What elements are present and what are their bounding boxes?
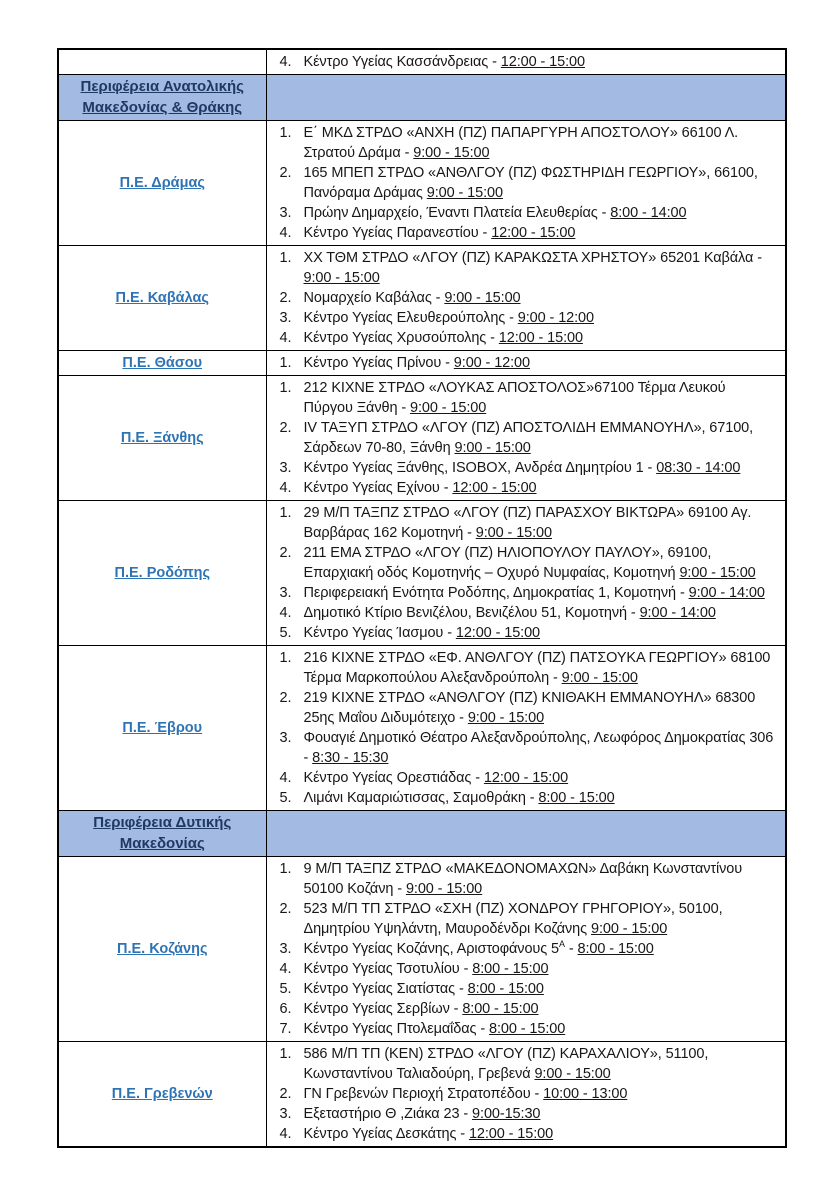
item-text: 9 Μ/Π ΤΑΞΠΖ ΣΤΡΔΟ «ΜΑΚΕΔΟΝΟΜΑΧΩΝ» Δαβάκη Κωνσταντίνου 50100 Κοζάνη - 9:00 - 15:00 xyxy=(303,861,743,897)
region-label-cell xyxy=(58,646,266,811)
location-item xyxy=(267,939,776,959)
region-row xyxy=(58,376,786,501)
location-item xyxy=(267,203,776,223)
location-item xyxy=(267,353,776,373)
item-text: Κέντρο Υγείας Χρυσούπολης - 12:00 - 15:00 xyxy=(303,330,583,346)
region-row xyxy=(58,246,786,351)
location-items-cell xyxy=(266,857,786,1042)
region-row xyxy=(58,121,786,246)
item-number: 1. xyxy=(279,861,292,877)
location-item xyxy=(267,123,776,163)
opening-hours: 9:00 - 15:00 xyxy=(467,710,545,726)
location-item xyxy=(267,999,776,1019)
opening-hours: 9:00 - 14:00 xyxy=(639,605,716,621)
item-number: 2. xyxy=(279,1086,292,1102)
region-label-cell xyxy=(58,351,266,376)
location-item xyxy=(267,163,776,203)
item-number: 1. xyxy=(279,505,292,521)
item-number: 4. xyxy=(279,54,292,70)
section-empty-cell xyxy=(266,811,786,857)
region-label-link[interactable]: Π.Ε. Θάσου xyxy=(122,355,203,371)
item-number: 2. xyxy=(279,420,292,436)
item-number: 3. xyxy=(279,941,292,957)
item-text: Κέντρο Υγείας Τσοτυλίου - 8:00 - 15:00 xyxy=(303,961,549,977)
opening-hours: 8:00 - 15:00 xyxy=(462,1001,539,1017)
opening-hours: 12:00 - 15:00 xyxy=(491,225,576,241)
location-item xyxy=(267,959,776,979)
item-number: 1. xyxy=(279,250,292,266)
item-number: 1. xyxy=(279,380,292,396)
location-item xyxy=(267,648,776,688)
item-text: Κέντρο Υγείας Εχίνου - 12:00 - 15:00 xyxy=(303,480,537,496)
location-item xyxy=(267,223,776,243)
item-number: 3. xyxy=(279,460,292,476)
location-item xyxy=(267,52,776,72)
item-text: Νομαρχείο Καβάλας - 9:00 - 15:00 xyxy=(303,290,521,306)
region-row xyxy=(58,49,786,75)
item-text: Κέντρο Υγείας Ξάνθης, ISOBOX, Ανδρέα Δημητρίου 1 - 08:30 - 14:00 xyxy=(303,460,741,476)
item-number: 5. xyxy=(279,981,292,997)
item-number: 1. xyxy=(279,125,292,141)
opening-hours: 12:00 - 15:00 xyxy=(455,625,541,641)
item-number: 2. xyxy=(279,901,292,917)
region-label-cell xyxy=(58,501,266,646)
region-label-link[interactable]: Π.Ε. Ροδόπης xyxy=(114,565,210,581)
opening-hours: 9:00 - 12:00 xyxy=(517,310,594,326)
opening-hours: 8:00 - 15:00 xyxy=(472,961,549,977)
item-text: 211 ΕΜΑ ΣΤΡΔΟ «ΛΓΟΥ (ΠΖ) ΗΛΙΟΠΟΥΛΟΥ ΠΑΥΛΟΥ», 69100, Επαρχιακή οδός Κομοτηνής – Οχυρό Νυμφαίας, Κομοτηνή 9:00 - 15:00 xyxy=(303,545,756,581)
item-text: Λιμάνι Καμαριώτισσας, Σαμοθράκη - 8:00 - 15:00 xyxy=(303,790,615,806)
item-text: 586 Μ/Π ΤΠ (ΚΕΝ) ΣΤΡΔΟ «ΛΓΟΥ (ΠΖ) ΚΑΡΑΧΑΛΙΟΥ», 51100, Κωνσταντίνου Ταλιαδούρη, Γρεβενά 9:00 - 15:00 xyxy=(303,1046,709,1082)
opening-hours: 12:00 - 15:00 xyxy=(452,480,537,496)
location-item xyxy=(267,859,776,899)
location-item xyxy=(267,1124,776,1144)
item-number: 4. xyxy=(279,961,292,977)
location-item xyxy=(267,979,776,999)
opening-hours: 10:00 - 13:00 xyxy=(543,1086,628,1102)
location-item xyxy=(267,543,776,583)
location-item xyxy=(267,788,776,808)
opening-hours: 12:00 - 15:00 xyxy=(483,770,569,786)
location-items-cell xyxy=(266,49,786,75)
item-number: 5. xyxy=(279,790,292,806)
item-text: Φουαγιέ Δημοτικό Θέατρο Αλεξανδρούπολης, Λεωφόρος Δημοκρατίας 306 - 8:30 - 15:30 xyxy=(303,730,774,766)
item-text: Περιφερειακή Ενότητα Ροδόπης, Δημοκρατίας 1, Κομοτηνή - 9:00 - 14:00 xyxy=(303,585,765,601)
item-number: 4. xyxy=(279,605,292,621)
location-item xyxy=(267,583,776,603)
location-items-cell xyxy=(266,121,786,246)
item-number: 6. xyxy=(279,1001,292,1017)
location-item xyxy=(267,1104,776,1124)
opening-hours: 9:00-15:30 xyxy=(472,1106,541,1122)
location-item xyxy=(267,328,776,348)
location-items-cell xyxy=(266,376,786,501)
table-body xyxy=(58,49,786,1147)
location-item xyxy=(267,1019,776,1039)
location-item xyxy=(267,308,776,328)
item-text: Ε΄ ΜΚΔ ΣΤΡΔΟ «ΑΝΧΗ (ΠΖ) ΠΑΠΑΡΓΥΡΗ ΑΠΟΣΤΟΛΟΥ» 66100 Λ. Στρατού Δράμα - 9:00 - 15:00 xyxy=(303,125,739,161)
item-number: 4. xyxy=(279,1126,292,1142)
opening-hours: 8:00 - 14:00 xyxy=(610,205,687,221)
location-items-cell xyxy=(266,246,786,351)
item-text: 165 ΜΠΕΠ ΣΤΡΔΟ «ΑΝΘΛΓΟΥ (ΠΖ) ΦΩΣΤΗΡΙΔΗ ΓΕΩΡΓΙΟΥ», 66100, Πανόραμα Δράμας 9:00 - 15:00 xyxy=(303,165,758,201)
region-row xyxy=(58,1042,786,1148)
item-text: Κέντρο Υγείας Ελευθερούπολης - 9:00 - 12:00 xyxy=(303,310,594,326)
opening-hours: 9:00 - 15:00 xyxy=(426,185,503,201)
health-locations-table xyxy=(57,48,787,1148)
opening-hours: 9:00 - 15:00 xyxy=(444,290,521,306)
opening-hours: 9:00 - 15:00 xyxy=(679,565,756,581)
section-label-cell xyxy=(58,811,266,857)
section-header-row xyxy=(58,811,786,857)
opening-hours: 08:30 - 14:00 xyxy=(656,460,741,476)
item-text: Κέντρο Υγείας Σερβίων - 8:00 - 15:00 xyxy=(303,1001,539,1017)
item-number: 3. xyxy=(279,585,292,601)
region-row xyxy=(58,646,786,811)
item-text: 523 Μ/Π ΤΠ ΣΤΡΔΟ «ΣΧΗ (ΠΖ) ΧΟΝΔΡΟΥ ΓΡΗΓΟΡΙΟΥ», 50100, Δημητρίου Υψηλάντη, Μαυροδένδρι Κοζάνης 9:00 - 15:00 xyxy=(303,901,723,937)
location-item xyxy=(267,728,776,768)
empty-region-cell xyxy=(58,49,266,75)
region-label-cell xyxy=(58,376,266,501)
item-number: 7. xyxy=(279,1021,292,1037)
opening-hours: 12:00 - 15:00 xyxy=(498,330,583,346)
item-number: 1. xyxy=(279,1046,292,1062)
item-text: Κέντρο Υγείας Πρίνου - 9:00 - 12:00 xyxy=(303,355,530,371)
item-number: 1. xyxy=(279,355,292,371)
item-number: 2. xyxy=(279,545,292,561)
section-label-link[interactable]: Περιφέρεια Ανατολικής Μακεδονίας & Θράκης xyxy=(80,78,244,116)
item-number: 4. xyxy=(279,225,292,241)
location-item xyxy=(267,248,776,288)
item-number: 2. xyxy=(279,290,292,306)
location-items-cell xyxy=(266,1042,786,1148)
region-row xyxy=(58,351,786,376)
opening-hours: 8:30 - 15:30 xyxy=(312,750,389,766)
item-number: 4. xyxy=(279,480,292,496)
item-number: 3. xyxy=(279,205,292,221)
opening-hours: 9:00 - 15:00 xyxy=(534,1066,611,1082)
location-item xyxy=(267,1084,776,1104)
item-number: 2. xyxy=(279,165,292,181)
opening-hours: 9:00 - 15:00 xyxy=(303,270,380,286)
item-text: Κέντρο Υγείας Παρανεστίου - 12:00 - 15:00 xyxy=(303,225,576,241)
item-text: Κέντρο Υγείας Κασσάνδρειας - 12:00 - 15:00 xyxy=(303,54,585,70)
opening-hours: 9:00 - 15:00 xyxy=(410,400,487,416)
location-items-cell xyxy=(266,351,786,376)
item-text: IV ΤΑΞΥΠ ΣΤΡΔΟ «ΛΓΟΥ (ΠΖ) ΑΠΟΣΤΟΛΙΔΗ ΕΜΜΑΝΟΥΗΛ», 67100, Σάρδεων 70-80, Ξάνθη 9:00 - 15:00 xyxy=(303,420,754,456)
region-row xyxy=(58,857,786,1042)
location-item xyxy=(267,768,776,788)
item-text: 219 ΚΙΧΝΕ ΣΤΡΔΟ «ΑΝΘΛΓΟΥ (ΠΖ) ΚΝΙΘΑΚΗ ΕΜΜΑΝΟΥΗΛ» 68300 25ης Μαΐου Διδυμότειχο - 9:00 - 15:00 xyxy=(303,690,756,726)
item-text: Κέντρο Υγείας Σιατίστας - 8:00 - 15:00 xyxy=(303,981,544,997)
item-number: 4. xyxy=(279,330,292,346)
location-item xyxy=(267,899,776,939)
opening-hours: 8:00 - 15:00 xyxy=(538,790,615,806)
location-item xyxy=(267,288,776,308)
region-label-link[interactable]: Π.Ε. Έβρου xyxy=(122,720,203,736)
location-item xyxy=(267,1044,776,1084)
item-text: Κέντρο Υγείας Πτολεμαΐδας - 8:00 - 15:00 xyxy=(303,1021,566,1037)
opening-hours: 9:00 - 15:00 xyxy=(590,921,668,937)
opening-hours: 9:00 - 15:00 xyxy=(405,881,483,897)
section-label-cell xyxy=(58,75,266,121)
section-empty-cell xyxy=(266,75,786,121)
item-number: 3. xyxy=(279,310,292,326)
item-text-superscript: Α xyxy=(559,939,565,950)
item-text: Κέντρο Υγείας Ορεστιάδας - 12:00 - 15:00 xyxy=(303,770,569,786)
region-label-cell xyxy=(58,246,266,351)
opening-hours: 12:00 - 15:00 xyxy=(500,54,585,70)
item-text: Εξεταστήριο Θ ,Ζιάκα 23 - 9:00-15:30 xyxy=(303,1106,541,1122)
location-item xyxy=(267,603,776,623)
region-label-link[interactable]: Π.Ε. Ξάνθης xyxy=(120,430,204,446)
location-items-cell xyxy=(266,646,786,811)
location-items-cell xyxy=(266,501,786,646)
opening-hours: 9:00 - 15:00 xyxy=(454,440,531,456)
location-item xyxy=(267,478,776,498)
item-number: 4. xyxy=(279,770,292,786)
item-text: 29 Μ/Π ΤΑΞΠΖ ΣΤΡΔΟ «ΛΓΟΥ (ΠΖ) ΠΑΡΑΣΧΟΥ ΒΙΚΤΩΡΑ» 69100 Αγ. Βαρβάρας 162 Κομοτηνή - 9:00 - 15:00 xyxy=(303,505,752,541)
item-text: Κέντρο Υγείας Δεσκάτης - 12:00 - 15:00 xyxy=(303,1126,554,1142)
item-text: ΧΧ ΤΘΜ ΣΤΡΔΟ «ΛΓΟΥ (ΠΖ) ΚΑΡΑΚΩΣΤΑ ΧΡΗΣΤΟΥ» 65201 Καβάλα - 9:00 - 15:00 xyxy=(303,250,762,286)
opening-hours: 8:00 - 15:00 xyxy=(489,1021,566,1037)
item-number: 5. xyxy=(279,625,292,641)
location-item xyxy=(267,418,776,458)
location-item xyxy=(267,623,776,643)
region-label-cell xyxy=(58,121,266,246)
opening-hours: 9:00 - 14:00 xyxy=(688,585,765,601)
item-number: 3. xyxy=(279,730,292,746)
opening-hours: 12:00 - 15:00 xyxy=(468,1126,554,1142)
location-item xyxy=(267,688,776,728)
item-text: Κέντρο Υγείας Ίασμου - 12:00 - 15:00 xyxy=(303,625,541,641)
opening-hours: 9:00 - 15:00 xyxy=(475,525,552,541)
opening-hours: 8:00 - 15:00 xyxy=(467,981,544,997)
opening-hours: 9:00 - 15:00 xyxy=(413,145,490,161)
opening-hours: 8:00 - 15:00 xyxy=(577,941,654,957)
location-item xyxy=(267,458,776,478)
location-item xyxy=(267,378,776,418)
opening-hours: 9:00 - 12:00 xyxy=(453,355,530,371)
region-label-link[interactable]: Π.Ε. Γρεβενών xyxy=(111,1086,213,1102)
item-number: 1. xyxy=(279,650,292,666)
opening-hours: 9:00 - 15:00 xyxy=(561,670,638,686)
item-text: ΓΝ Γρεβενών Περιοχή Στρατοπέδου - 10:00 - 13:00 xyxy=(303,1086,628,1102)
item-text: Δημοτικό Κτίριο Βενιζέλου, Βενιζέλου 51, Κομοτηνή - 9:00 - 14:00 xyxy=(303,605,716,621)
item-number: 3. xyxy=(279,1106,292,1122)
item-text: Πρώην Δημαρχείο, Έναντι Πλατεία Ελευθερίας - 8:00 - 14:00 xyxy=(303,205,687,221)
item-text: 216 ΚΙΧΝΕ ΣΤΡΔΟ «ΕΦ. ΑΝΘΛΓΟΥ (ΠΖ) ΠΑΤΣΟΥΚΑ ΓΕΩΡΓΙΟΥ» 68100 Τέρμα Μαρκοπούλου Αλεξανδρούπολη - 9:00 - 15:00 xyxy=(303,650,771,686)
location-item xyxy=(267,503,776,543)
region-label-link[interactable]: Π.Ε. Δράμας xyxy=(119,175,205,191)
section-label-link[interactable]: Περιφέρεια Δυτικής Μακεδονίας xyxy=(93,814,232,852)
item-text: Κέντρο Υγείας Κοζάνης, Αριστοφάνους $5^A$ - 8:00 - 15:00 xyxy=(303,939,654,957)
region-label-link[interactable]: Π.Ε. Καβάλας xyxy=(115,290,209,306)
region-row xyxy=(58,501,786,646)
region-label-cell xyxy=(58,1042,266,1148)
item-number: 2. xyxy=(279,690,292,706)
region-label-link[interactable]: Π.Ε. Κοζάνης xyxy=(117,941,208,957)
section-header-row xyxy=(58,75,786,121)
item-text: 212 ΚΙΧΝΕ ΣΤΡΔΟ «ΛΟΥΚΑΣ ΑΠΟΣΤΟΛΟΣ»67100 Τέρμα Λευκού Πύργου Ξάνθη - 9:00 - 15:00 xyxy=(303,380,726,416)
region-label-cell xyxy=(58,857,266,1042)
